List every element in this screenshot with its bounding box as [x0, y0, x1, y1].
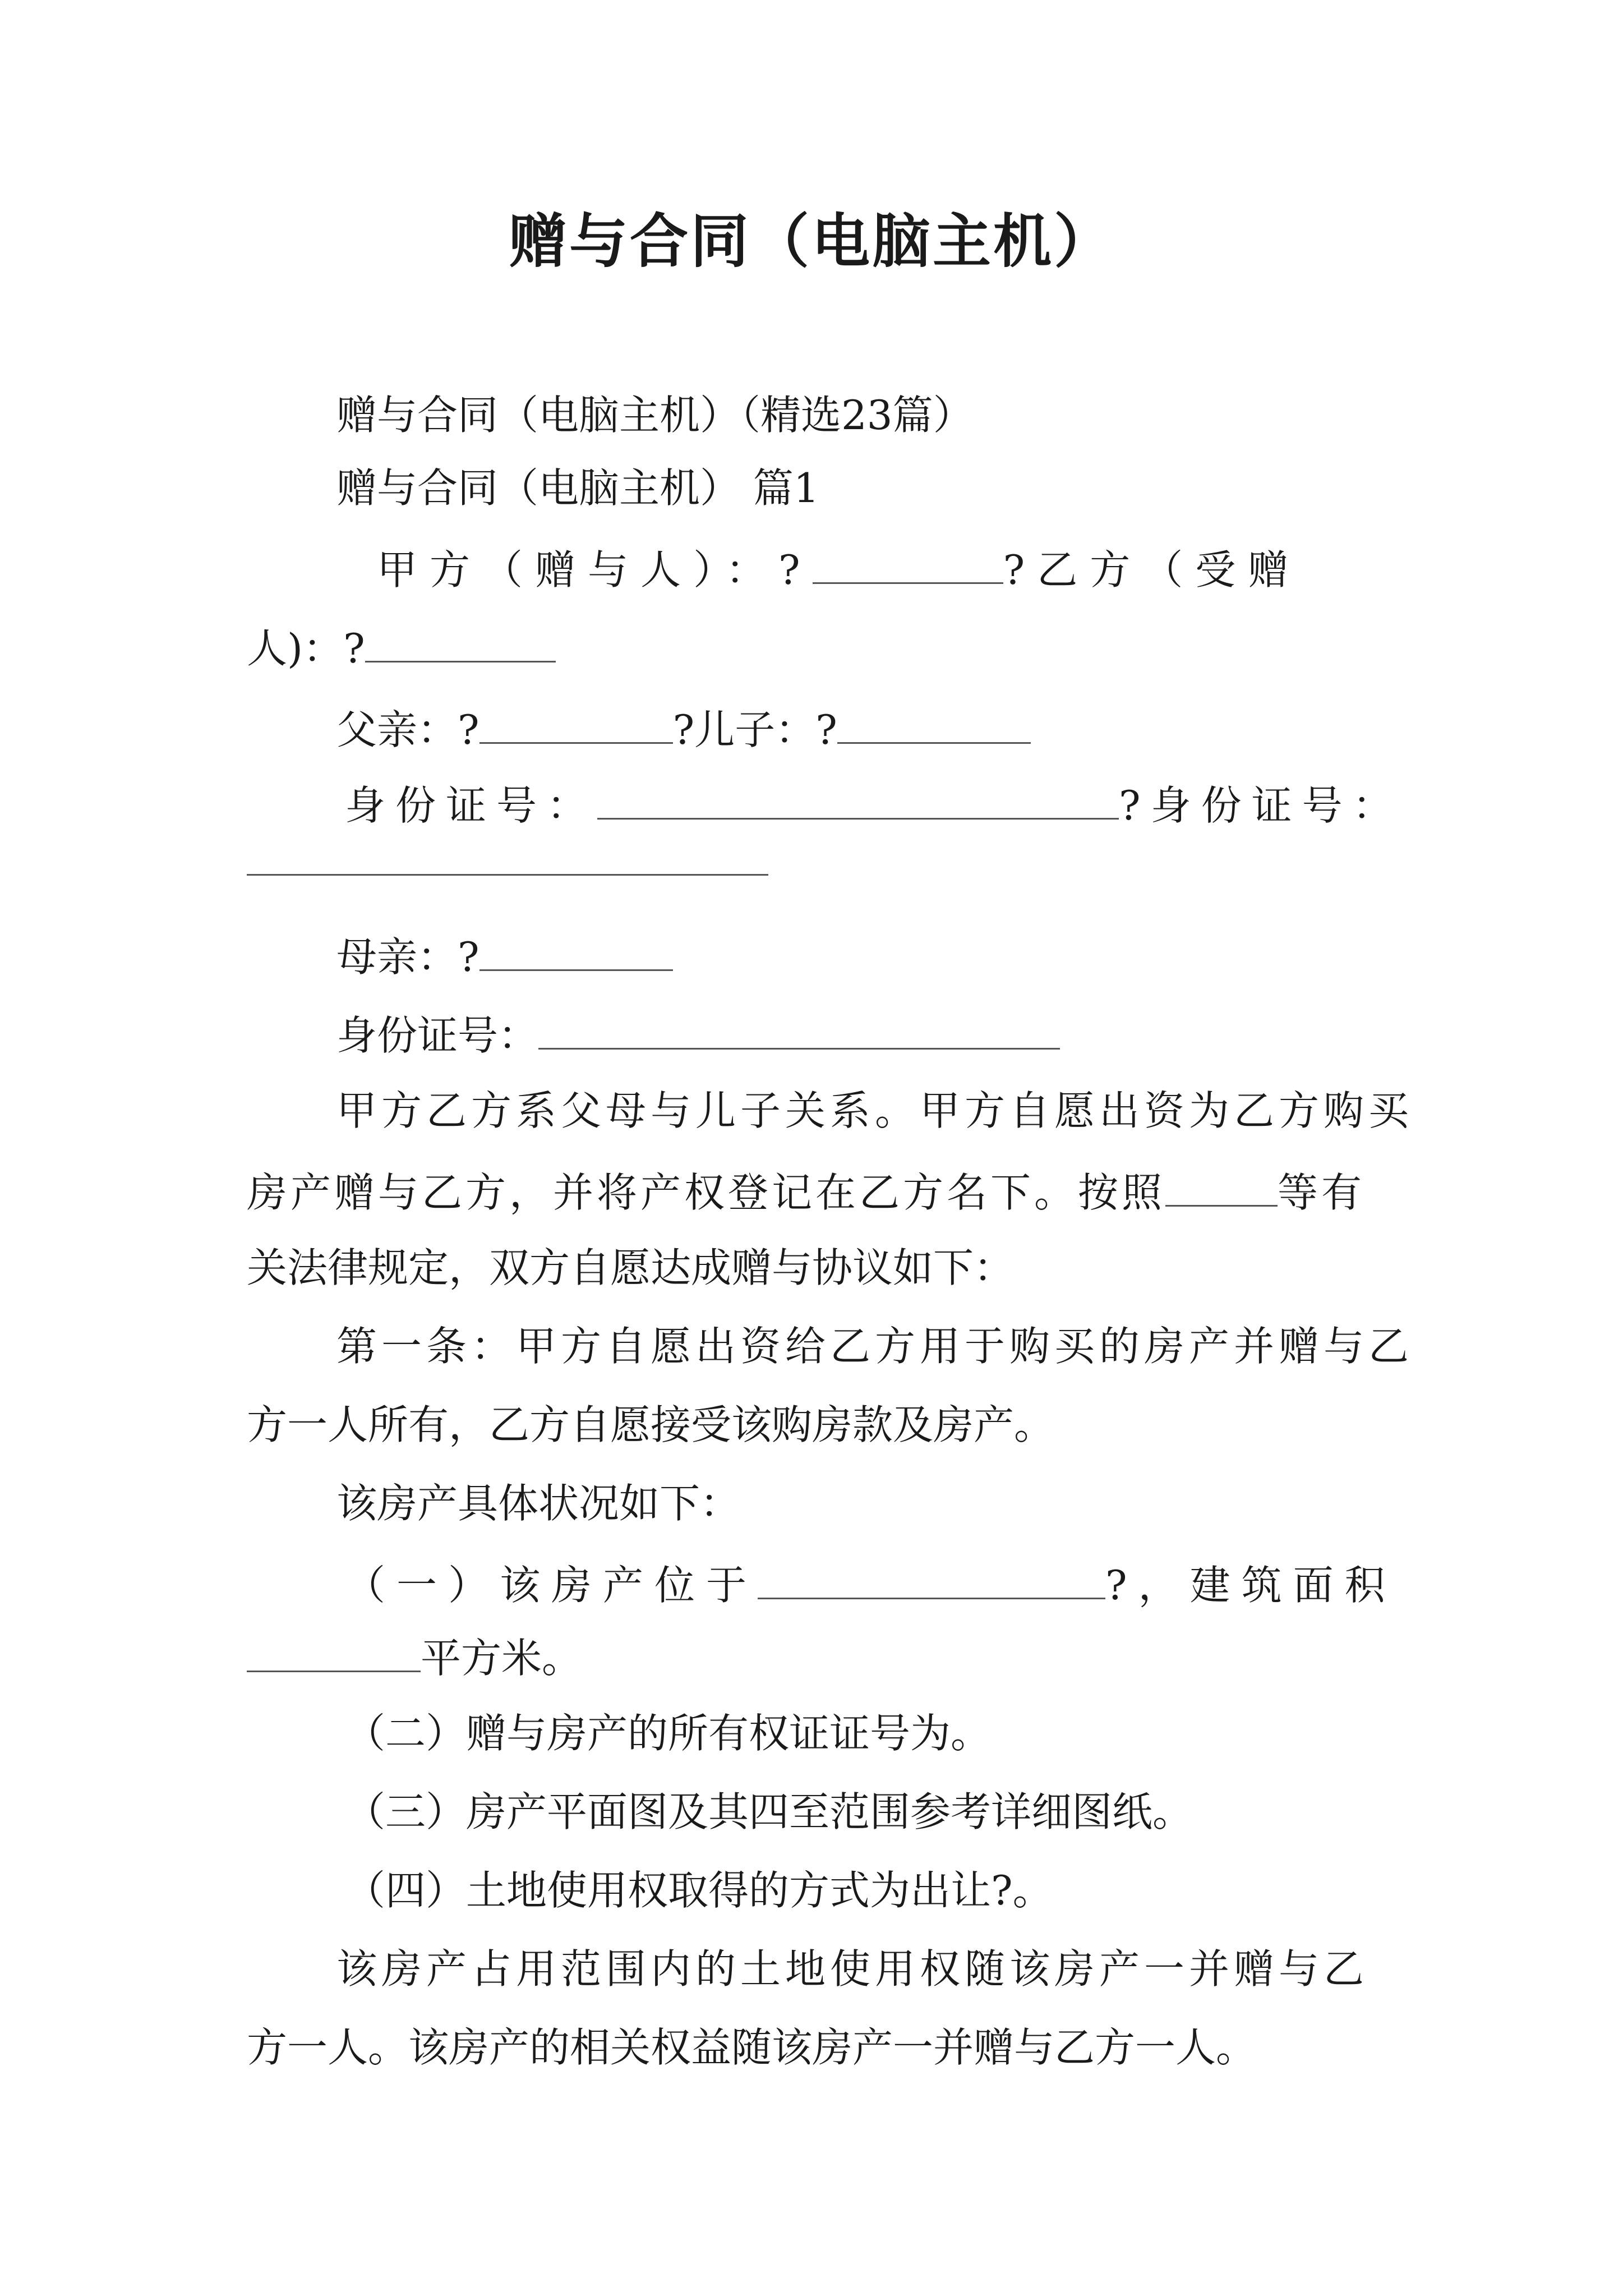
item1-suffix: ?，建筑面积 [1105, 1562, 1396, 1609]
id-blank-3 [538, 1004, 1060, 1050]
item1-prefix: （一）该房产位于 [345, 1562, 758, 1609]
father-son-line [336, 698, 1467, 758]
article1-line-2: 方一人所有，乙方自愿接受该购房款及房产。 [247, 1401, 1055, 1448]
area-blank [247, 1627, 421, 1672]
relation-line-3: 关法律规定，双方自愿达成赠与协议如下： [247, 1244, 1015, 1291]
item3: （三）房产平面图及其四至范围参考详细图纸。 [345, 1788, 1193, 1835]
id-label-3: 身份证号： [336, 1012, 539, 1059]
relation-line-1: 甲方乙方系父母与儿子关系。甲方自愿出资为乙方购买 [336, 1087, 1414, 1134]
id-line-1-cont [247, 830, 1377, 890]
document-title: 赠与合同（电脑主机） [508, 206, 1114, 275]
mother-label: 母亲：? [336, 933, 479, 981]
law-blank [1165, 1161, 1278, 1207]
item2: （二）赠与房产的所有权证证号为。 [345, 1710, 992, 1757]
parties-line [377, 539, 1377, 598]
item1-line [345, 1554, 1396, 1613]
son-label: ?儿子：? [672, 706, 837, 753]
id-blank-2 [247, 830, 768, 876]
id-line-1 [345, 774, 1403, 834]
section-heading: 赠与合同（电脑主机） 篇1 [336, 464, 819, 512]
relation-line-2-text: 房产赠与乙方，并将产权登记在乙方名下。按照 [247, 1169, 1166, 1216]
item1-line-cont [247, 1627, 1377, 1686]
article1-line-1: 第一条：甲方自愿出资给乙方用于购买的房产并赠与乙 [336, 1323, 1414, 1370]
id-label-1: 身份证号： [345, 782, 598, 829]
id-label-2: ?身份证号： [1119, 782, 1403, 829]
party-b-label: ?乙方（受赠 [1003, 546, 1301, 593]
father-label: 父亲：? [336, 706, 479, 753]
party-b-blank [365, 617, 556, 662]
id-blank-1 [597, 774, 1119, 820]
relation-line-2-end: 等有 [1278, 1169, 1366, 1216]
father-blank [479, 698, 673, 744]
son-blank [837, 698, 1031, 744]
party-a-blank [813, 539, 1003, 584]
parties-line-cont [247, 617, 1377, 677]
land-line-1: 该房产占用范围内的土地使用权随该房产一并赠与乙 [336, 1945, 1369, 1993]
mother-line [336, 926, 1467, 985]
relation-line-2 [247, 1161, 1377, 1221]
party-b-label-cont: 人)：? [247, 625, 365, 672]
party-a-label: 甲方（赠与人）：? [377, 546, 813, 593]
property-intro: 该房产具体状况如下： [336, 1480, 741, 1527]
location-blank [758, 1554, 1105, 1599]
item4: （四）土地使用权取得的方式为出让?。 [345, 1867, 1053, 1914]
subtitle: 赠与合同（电脑主机）（精选23篇） [336, 392, 974, 439]
land-line-2: 方一人。该房产的相关权益随该房产一并赠与乙方一人。 [247, 2024, 1257, 2071]
id-line-2 [336, 1004, 1467, 1064]
item1-cont: 平方米。 [421, 1635, 583, 1682]
mother-blank [479, 926, 673, 971]
